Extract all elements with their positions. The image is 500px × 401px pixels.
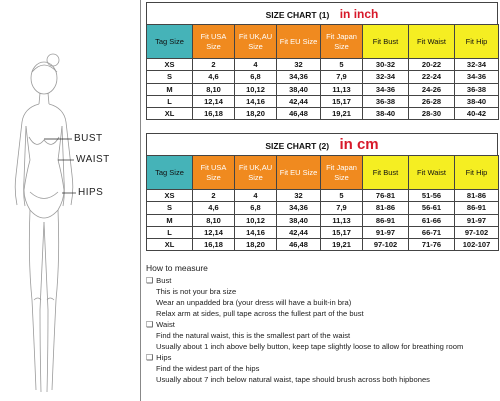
table-cell: 81-86: [363, 202, 409, 214]
table-cell: XS: [147, 59, 193, 71]
table-cell: 38-40: [455, 95, 499, 107]
table-cell: 32: [277, 190, 321, 202]
table-cell: 91-97: [363, 226, 409, 238]
column-header: Fit EU Size: [277, 156, 321, 190]
hips-label: HIPS: [78, 187, 104, 198]
measure-instruction: Usually about 7 inch below natural waist, tape should brush across both hipbones: [156, 375, 430, 384]
table-cell: 51-56: [409, 190, 455, 202]
bullet-icon: ❑: [146, 353, 154, 362]
column-header: Fit USA Size: [193, 25, 235, 59]
table-cell: 97-102: [363, 239, 409, 251]
table-row: [147, 108, 499, 120]
table-cell: 12,14: [193, 95, 235, 107]
measure-section-waist: [146, 319, 498, 330]
table-cell: 6,8: [235, 71, 277, 83]
table-cell: L: [147, 226, 193, 238]
table-row: [147, 226, 499, 238]
column-header: Fit Japan Size: [321, 156, 363, 190]
body-figure-panel: [0, 0, 140, 401]
table-cell: 34,36: [277, 202, 321, 214]
waist-label: WAIST: [76, 154, 110, 165]
size-chart-inch: [146, 2, 498, 120]
table-cell: 34-36: [363, 83, 409, 95]
table-row: [147, 202, 499, 214]
table-cell: 19,21: [321, 108, 363, 120]
table-cell: 34-36: [455, 71, 499, 83]
table-cell: 32-34: [363, 71, 409, 83]
column-header: Fit Hip: [455, 25, 499, 59]
body-figure-illustration: [0, 0, 140, 401]
measure-instruction: Usually about 1 inch above belly button, keep tape slightly loose to allow for breathing room: [156, 342, 464, 351]
table-cell: 32: [277, 59, 321, 71]
column-header: Fit Bust: [363, 156, 409, 190]
table-cell: 34,36: [277, 71, 321, 83]
column-header: Fit Waist: [409, 25, 455, 59]
table-cell: 61-66: [409, 214, 455, 226]
table-cell: 7,9: [321, 202, 363, 214]
table-cell: 86-91: [455, 202, 499, 214]
table-cell: 5: [321, 190, 363, 202]
column-header: Fit Hip: [455, 156, 499, 190]
table-cell: L: [147, 95, 193, 107]
column-header: Fit UK,AU Size: [235, 25, 277, 59]
table-row: [147, 83, 499, 95]
table-cell: 42,44: [277, 226, 321, 238]
table-cell: 2: [193, 59, 235, 71]
table-cell: 11,13: [321, 214, 363, 226]
table-row: [147, 239, 499, 251]
table-cell: 2: [193, 190, 235, 202]
table-cell: 46,48: [277, 239, 321, 251]
bullet-icon: ❑: [146, 276, 154, 285]
table-cell: 38,40: [277, 214, 321, 226]
table-cell: 91-97: [455, 214, 499, 226]
chart-title: [146, 133, 498, 155]
table-cell: 22-24: [409, 71, 455, 83]
table-cell: 36-38: [363, 95, 409, 107]
table-cell: 4: [235, 190, 277, 202]
table-cell: 14,16: [235, 226, 277, 238]
table-cell: 66-71: [409, 226, 455, 238]
table-cell: 28-30: [409, 108, 455, 120]
chart-title: [146, 2, 498, 24]
table-cell: 46,48: [277, 108, 321, 120]
table-cell: XL: [147, 108, 193, 120]
column-header: Fit EU Size: [277, 25, 321, 59]
column-header: Fit Japan Size: [321, 25, 363, 59]
table-cell: 32-34: [455, 59, 499, 71]
chart-unit-label: in inch: [339, 7, 379, 21]
measure-section-bust: [146, 275, 498, 286]
table-cell: 5: [321, 59, 363, 71]
column-header: Fit Bust: [363, 25, 409, 59]
table-cell: 7,9: [321, 71, 363, 83]
table-cell: M: [147, 83, 193, 95]
table-cell: 16,18: [193, 108, 235, 120]
table-row: [147, 59, 499, 71]
table-cell: 76-81: [363, 190, 409, 202]
measure-section-name: Hips: [156, 353, 172, 362]
table-cell: XL: [147, 239, 193, 251]
table-cell: 38,40: [277, 83, 321, 95]
table-cell: 97-102: [455, 226, 499, 238]
table-cell: 10,12: [235, 214, 277, 226]
table-cell: 40-42: [455, 108, 499, 120]
table-cell: 20-22: [409, 59, 455, 71]
table-cell: 12,14: [193, 226, 235, 238]
column-header: Fit UK,AU Size: [235, 156, 277, 190]
chart-title-text: SIZE CHART (1): [265, 10, 330, 20]
table-cell: 30-32: [363, 59, 409, 71]
table-cell: 10,12: [235, 83, 277, 95]
measure-section-name: Waist: [156, 320, 175, 329]
table-cell: 18,20: [235, 108, 277, 120]
size-table: [146, 24, 499, 120]
measure-instruction: Find the natural waist, this is the smallest part of the waist: [156, 331, 351, 340]
table-cell: S: [147, 202, 193, 214]
column-header: Tag Size: [147, 25, 193, 59]
table-cell: 18,20: [235, 239, 277, 251]
measure-instruction: Relax arm at sides, pull tape across the fullest part of the bust: [156, 309, 364, 318]
table-cell: S: [147, 71, 193, 83]
table-cell: 4: [235, 59, 277, 71]
bullet-icon: ❑: [146, 320, 154, 329]
chart-unit-label: in cm: [339, 136, 379, 153]
table-cell: 81-86: [455, 190, 499, 202]
table-cell: 24-26: [409, 83, 455, 95]
size-table: [146, 155, 499, 251]
bust-label: BUST: [74, 133, 103, 144]
table-cell: 56-61: [409, 202, 455, 214]
column-header: Fit Waist: [409, 156, 455, 190]
column-header: Fit USA Size: [193, 156, 235, 190]
table-cell: 102-107: [455, 239, 499, 251]
table-cell: 6,8: [235, 202, 277, 214]
measure-instruction: Wear an unpadded bra (your dress will have a built-in bra): [156, 298, 352, 307]
table-cell: 71-76: [409, 239, 455, 251]
table-cell: 11,13: [321, 83, 363, 95]
table-cell: 14,16: [235, 95, 277, 107]
table-cell: 15,17: [321, 226, 363, 238]
table-cell: 36-38: [455, 83, 499, 95]
panel-divider: [140, 0, 141, 401]
measure-instruction: Find the widest part of the hips: [156, 364, 260, 373]
table-row: [147, 95, 499, 107]
table-cell: 42,44: [277, 95, 321, 107]
table-cell: 4,6: [193, 71, 235, 83]
measure-section-hips: [146, 352, 498, 363]
size-chart-cm: [146, 133, 498, 251]
how-to-measure-title: How to measure: [146, 263, 208, 273]
table-cell: 16,18: [193, 239, 235, 251]
table-row: [147, 190, 499, 202]
table-row: [147, 214, 499, 226]
how-to-measure: [146, 263, 498, 385]
table-cell: M: [147, 214, 193, 226]
table-cell: 8,10: [193, 214, 235, 226]
chart-title-text: SIZE CHART (2): [265, 141, 330, 151]
table-cell: 15,17: [321, 95, 363, 107]
measure-section-name: Bust: [156, 276, 172, 285]
column-header: Tag Size: [147, 156, 193, 190]
table-row: [147, 71, 499, 83]
table-cell: 26-28: [409, 95, 455, 107]
table-cell: 8,10: [193, 83, 235, 95]
table-cell: 38-40: [363, 108, 409, 120]
measure-instruction: This is not your bra size: [156, 287, 237, 296]
table-cell: 86-91: [363, 214, 409, 226]
table-cell: 4,6: [193, 202, 235, 214]
table-cell: XS: [147, 190, 193, 202]
table-cell: 19,21: [321, 239, 363, 251]
